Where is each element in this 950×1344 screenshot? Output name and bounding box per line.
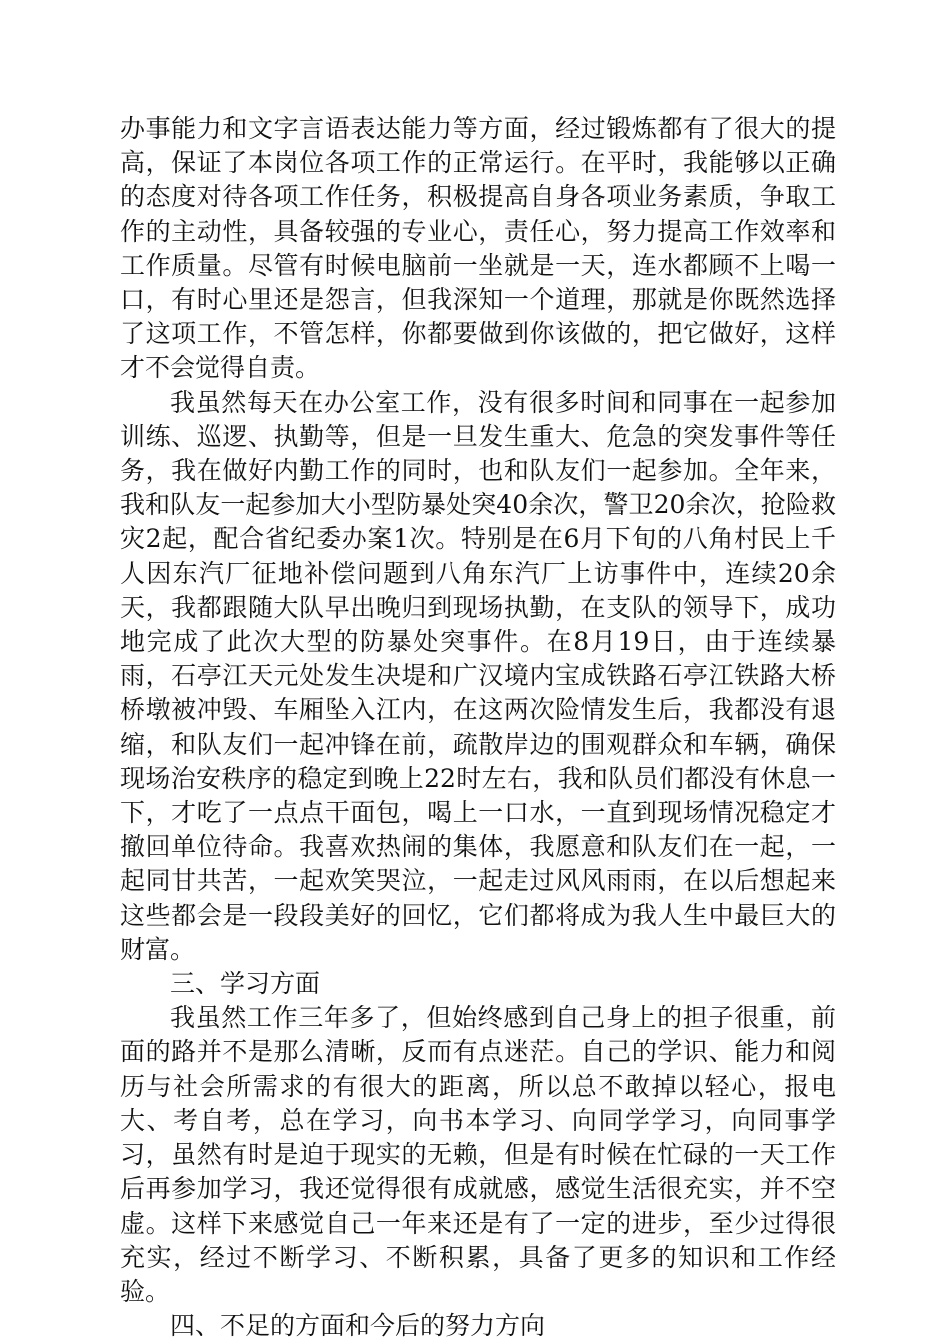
document-page (120, 112, 836, 1343)
paragraph-work-ability: 办事能力和文字言语表达能力等方面，经过锻炼都有了很大的提高，保证了本岗位各项工作的正常运行。在平时，我能够以正确的态度对待各项工作任务，积极提高自身各项业务素质，争取工作的主动性，具备较强的专业心，责任心，努力提高工作效率和工作质量。尽管有时候电脑前一坐就是一天，连水都顾不上喝一口，有时心里还是怨言，但我深知一个道理，那就是你既然选择了这项工作，不管怎样，你都要做到你该做的，把它做好，这样才不会觉得自责。 (120, 114, 836, 383)
section-heading-shortcomings: 四、不足的方面和今后的努力方向 (170, 1311, 546, 1341)
paragraph-field-duty: 我虽然每天在办公室工作，没有很多时间和同事在一起参加训练、巡逻、执勤等，但是一旦发生重大、危急的突发事件等任务，我在做好内勤工作的同时，也和队友们一起参加。全年来，我和队友一起参加大小型防暴处突40余次，警卫20余次，抢险救灾2起，配合省纪委办案1次。特别是在6月下旬的八角村民上千人因东汽厂征地补偿问题到八角东汽厂上访事件中，连续20余天，我都跟随大队早出晚归到现场执勤，在支队的领导下，成功地完成了此次大型的防暴处突事件。在8月19日，由于连续暴雨，石亭江天元处发生决堤和广汉境内宝成铁路石亭江铁路大桥桥墩被冲毁、车厢坠入江内，在这两次险情发生后，我都没有退缩，和队友们一起冲锋在前，疏散岸边的围观群众和车辆，确保现场治安秩序的稳定到晚上22时左右，我和队员们都没有休息一下，才吃了一点点干面包，喝上一口水，一直到现场情况稳定才撤回单位待命。我喜欢热闹的集体，我愿意和队友们在一起，一起同甘共苦，一起欢笑哭泣，一起走过风风雨雨，在以后想起来这些都会是一段段美好的回忆，它们都将成为我人生中最巨大的财富。 (120, 387, 836, 964)
paragraph-study: 我虽然工作三年多了，但始终感到自己身上的担子很重，前面的路并不是那么清晰，反而有点迷茫。自己的学识、能力和阅历与社会所需求的有很大的距离，所以总不敢掉以轻心，报电大、考自考，总在学习，向书本学习、向同学学习，向同事学习，虽然有时是迫于现实的无赖，但是有时候在忙碌的一天工作后再参加学习，我还觉得很有成就感，感觉生活很充实，并不空虚。这样下来感觉自己一年来还是有了一定的进步，至少过得很充实，经过不断学习、不断积累，具备了更多的知识和工作经验。 (120, 1003, 836, 1306)
section-heading-study: 三、学习方面 (170, 969, 321, 999)
